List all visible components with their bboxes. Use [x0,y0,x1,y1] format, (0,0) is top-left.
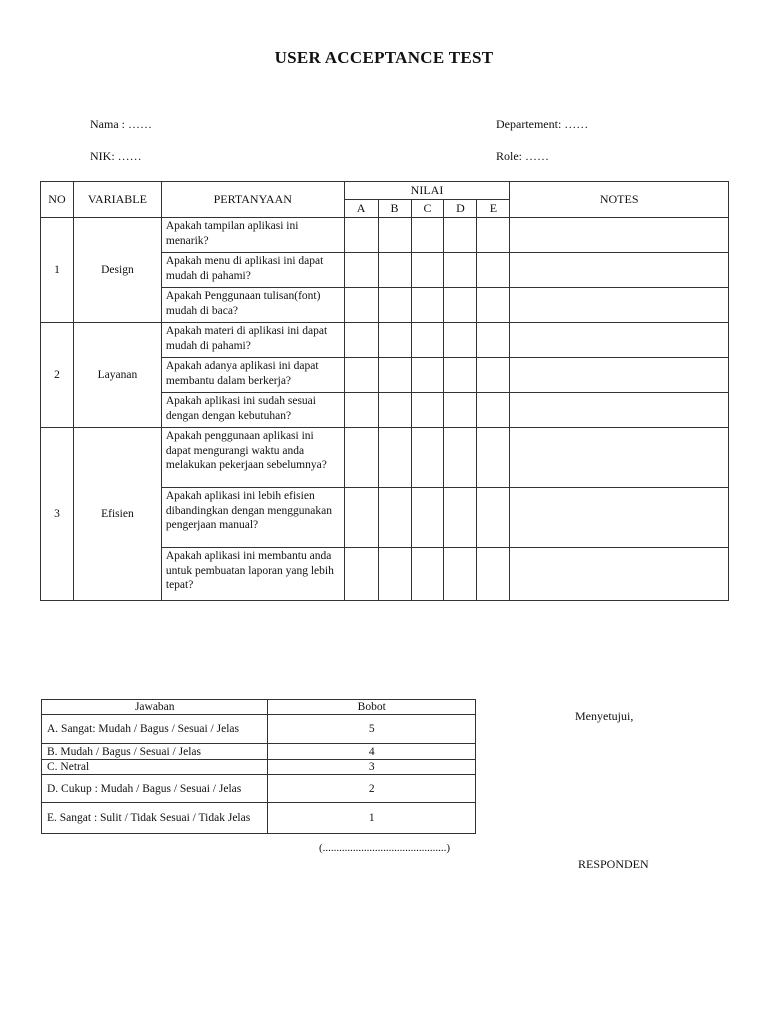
notes-cell[interactable] [510,323,729,358]
legend-weight: 1 [268,803,476,834]
uat-table [40,181,729,601]
grade-cell[interactable] [411,488,444,548]
row-variable: Design [73,218,161,323]
grade-cell[interactable] [477,288,510,323]
grade-cell[interactable] [378,488,411,548]
grade-cell[interactable] [411,253,444,288]
page-title: USER ACCEPTANCE TEST [274,48,494,67]
grade-cell[interactable] [444,358,477,393]
grade-cell[interactable] [477,323,510,358]
row-number: 1 [41,218,74,323]
notes-cell[interactable] [510,393,729,428]
grade-cell[interactable] [344,218,378,253]
grade-cell[interactable] [378,323,411,358]
grade-cell[interactable] [411,358,444,393]
grade-cell[interactable] [444,393,477,428]
notes-cell[interactable] [510,488,729,548]
legend-header-bobot: Bobot [268,700,476,715]
grade-cell[interactable] [378,218,411,253]
question-cell: Apakah aplikasi ini sudah sesuai dengan dengan kebutuhan? [161,393,344,428]
header-no: NO [41,182,74,218]
grade-cell[interactable] [344,393,378,428]
legend-answer: B. Mudah / Bagus / Sesuai / Jelas [42,744,268,760]
grade-cell[interactable] [411,548,444,601]
legend-header-jawaban: Jawaban [42,700,268,715]
grade-cell[interactable] [477,428,510,488]
question-cell: Apakah materi di aplikasi ini dapat mudah di pahami? [161,323,344,358]
grade-cell[interactable] [344,488,378,548]
grade-cell[interactable] [378,288,411,323]
notes-cell[interactable] [510,358,729,393]
grade-cell[interactable] [444,428,477,488]
grade-d: D [444,200,477,218]
legend-weight: 4 [268,744,476,760]
nik-field: NIK: …… [90,149,142,163]
legend-weight: 2 [268,775,476,803]
grade-cell[interactable] [444,218,477,253]
legend-answer: E. Sangat : Sulit / Tidak Sesuai / Tidak Jelas [42,803,268,834]
question-cell: Apakah tampilan aplikasi ini menarik? [161,218,344,253]
legend-weight: 3 [268,760,476,775]
legend-answer: C. Netral [42,760,268,775]
grade-cell[interactable] [477,548,510,601]
grade-cell[interactable] [411,218,444,253]
grade-cell[interactable] [344,428,378,488]
grade-cell[interactable] [344,358,378,393]
grade-cell[interactable] [477,253,510,288]
grade-e: E [477,200,510,218]
grade-cell[interactable] [444,548,477,601]
grade-b: B [378,200,411,218]
grade-cell[interactable] [444,253,477,288]
table-row [41,218,729,253]
notes-cell[interactable] [510,253,729,288]
row-number: 2 [41,323,74,428]
question-cell: Apakah menu di aplikasi ini dapat mudah di pahami? [161,253,344,288]
grade-cell[interactable] [477,358,510,393]
grade-cell[interactable] [411,323,444,358]
grade-cell[interactable] [477,393,510,428]
grade-cell[interactable] [411,428,444,488]
grade-cell[interactable] [378,393,411,428]
question-cell: Apakah aplikasi ini lebih efisien dibandingkan dengan menggunakan pengerjaan manual? [161,488,344,548]
grade-cell[interactable] [378,548,411,601]
header-nilai: NILAI [344,182,510,200]
respondent-label: RESPONDEN [578,857,649,871]
grade-a: A [344,200,378,218]
notes-cell[interactable] [510,428,729,488]
question-cell: Apakah penggunaan aplikasi ini dapat mengurangi waktu anda melakukan pekerjaan sebelumnya? [161,428,344,488]
signature-line: (.............................................) [319,842,451,854]
grade-cell[interactable] [344,253,378,288]
legend-weight: 5 [268,715,476,744]
grade-c: C [411,200,444,218]
nama-field: Nama : …… [90,117,152,131]
departement-field: Departement: …… [496,117,589,131]
question-cell: Apakah Penggunaan tulisan(font) mudah di baca? [161,288,344,323]
grade-cell[interactable] [378,358,411,393]
legend-answer: A. Sangat: Mudah / Bagus / Sesuai / Jelas [42,715,268,744]
grade-cell[interactable] [444,323,477,358]
table-row [41,323,729,358]
legend-answer: D. Cukup : Mudah / Bagus / Sesuai / Jelas [42,775,268,803]
question-cell: Apakah aplikasi ini membantu anda untuk pembuatan laporan yang lebih tepat? [161,548,344,601]
header-pertanyaan: PERTANYAAN [161,182,344,218]
row-variable: Efisien [73,428,161,601]
notes-cell[interactable] [510,218,729,253]
question-cell: Apakah adanya aplikasi ini dapat membantu dalam berkerja? [161,358,344,393]
grade-cell[interactable] [378,253,411,288]
grade-cell[interactable] [477,488,510,548]
notes-cell[interactable] [510,288,729,323]
grade-cell[interactable] [444,488,477,548]
grade-cell[interactable] [477,218,510,253]
scoring-legend-table [41,699,476,834]
grade-cell[interactable] [444,288,477,323]
notes-cell[interactable] [510,548,729,601]
grade-cell[interactable] [411,288,444,323]
approval-label: Menyetujui, [575,709,634,723]
header-variable: VARIABLE [73,182,161,218]
grade-cell[interactable] [411,393,444,428]
header-notes: NOTES [510,182,729,218]
grade-cell[interactable] [378,428,411,488]
grade-cell[interactable] [344,288,378,323]
table-row [41,428,729,488]
row-variable: Layanan [73,323,161,428]
grade-cell[interactable] [344,548,378,601]
row-number: 3 [41,428,74,601]
role-field: Role: …… [496,149,549,163]
grade-cell[interactable] [344,323,378,358]
